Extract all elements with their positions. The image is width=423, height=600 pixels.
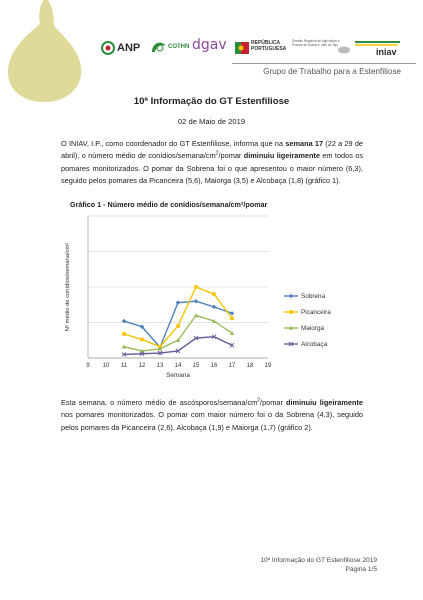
header-subtitle: Grupo de Trabalho para a Estenfiliose (263, 67, 401, 76)
chart-legend-label: Picanceira (301, 309, 331, 317)
document-title: 10ª Informação do GT Estenfiliose (133, 96, 290, 107)
paragraph-1-text-a: O INIAV, I.P., como coordenador do GT Estenfiliose, informa que na (61, 139, 286, 148)
conidia-line-chart (58, 196, 364, 390)
chart-x-tick-label: 17 (228, 363, 236, 369)
pear-logo-icon (0, 0, 98, 104)
anp-logo-text: ANP (117, 42, 141, 54)
cothn-logo-text: COTHN (168, 44, 190, 50)
paragraph-2-text-b: /pomar (260, 398, 287, 407)
chart-series-line (124, 315, 232, 351)
chart-legend-marker (289, 310, 293, 314)
chart-x-axis-label: Semana (166, 372, 190, 379)
chart-point (176, 324, 180, 328)
chart-x-tick-label: 15 (192, 363, 200, 369)
republica-flag-icon (235, 42, 249, 54)
paragraph-1-text-b: (22 a 29 de abril), o número médio de conídios/semana/cm (61, 139, 364, 161)
paragraph-1 (61, 138, 363, 188)
paragraph-2-sup: 2 (257, 397, 261, 404)
chart-x-tick-label: 11 (120, 363, 128, 369)
footer-page-number: Página 1/5 (345, 565, 377, 573)
chart-point (194, 299, 198, 303)
chart-y-axis-label: Nº médio de conídios/semana/cm² (65, 242, 71, 332)
document-date: 02 de Maio de 2019 (177, 117, 246, 126)
chart-point (122, 332, 126, 336)
partner-logos (100, 36, 416, 60)
chart-title: Gráfico 1 - Número médio de conídios/semana/cm²/pomar (70, 200, 268, 209)
chart-x-tick-label: 19 (264, 363, 272, 369)
chart-legend-label: Sobrena (301, 293, 326, 301)
footer-doc-title: 10ª Informação do GT Estenfiliose 2019 (260, 557, 377, 564)
paragraph-2 (61, 397, 363, 434)
paragraph-1-bold-trend: diminuiu ligeiramente (243, 151, 320, 161)
paragraph-1-text-d: em todos os pomares monitorizados. O pomar da Sobrena foi o que apresentou o maior número (6,3), seguido pelos pomares da Picanceira (5,6), Maiorga (3,5) e Alcobaça (1,8) (gráfico 1). (61, 151, 363, 186)
paragraph-1-bold-week: semana 17 (285, 139, 324, 148)
chart-point (194, 285, 198, 289)
chart-x-tick-label: 14 (174, 363, 182, 369)
chart-x-tick-label: 16 (210, 363, 218, 369)
chart-x-tick-label: 12 (138, 363, 146, 369)
paragraph-2-bold-trend: diminuiu ligeiramente (286, 398, 364, 407)
chart-legend-label: Maiorga (301, 325, 325, 333)
iniav-logo-text: iniav (376, 47, 397, 57)
page-footer (260, 557, 377, 574)
republica-logo-text: REPÚBLICA PORTUGUESA (251, 40, 287, 52)
chart-legend-label: Alcobaça (301, 341, 328, 349)
chart-legend-marker (289, 294, 293, 298)
iniav-logo-icon (355, 42, 400, 45)
chart-x-tick-label: 13 (156, 363, 164, 369)
chart-point (230, 311, 234, 315)
chart-x-tick-label: 18 (246, 363, 254, 369)
paragraph-2-text-c: nos pomares monitorizados. O pomar com maior número foi o da Sobrena (4,3), seguido pelos pomares da Picanceira (2,6), Alcobaça (1,9) e Maiorga (1,7) (gráfico 2). (61, 410, 363, 432)
direcao-regional-text: Direção Regional de Agricultura e Pescas de Lisboa e Vale do Tejo (292, 39, 340, 47)
dgav-logo-text: dgav (192, 37, 227, 53)
paragraph-1-sup: 2 (215, 150, 219, 157)
chart-point (212, 292, 216, 296)
chart-point (176, 300, 180, 304)
chart-point (230, 316, 234, 320)
chart-point (212, 305, 216, 309)
chart-point (140, 338, 144, 342)
header-divider (232, 63, 416, 64)
paragraph-1-text-c: /pomar (218, 151, 244, 161)
paragraph-2-text-a: Esta semana, o número médio de ascósporos/semana/cm (61, 398, 258, 407)
anp-logo-icon (102, 42, 114, 54)
chart-x-tick-label: 9 (86, 363, 90, 369)
cothn-logo-icon (152, 43, 166, 52)
chart-x-tick-label: 10 (102, 363, 110, 369)
